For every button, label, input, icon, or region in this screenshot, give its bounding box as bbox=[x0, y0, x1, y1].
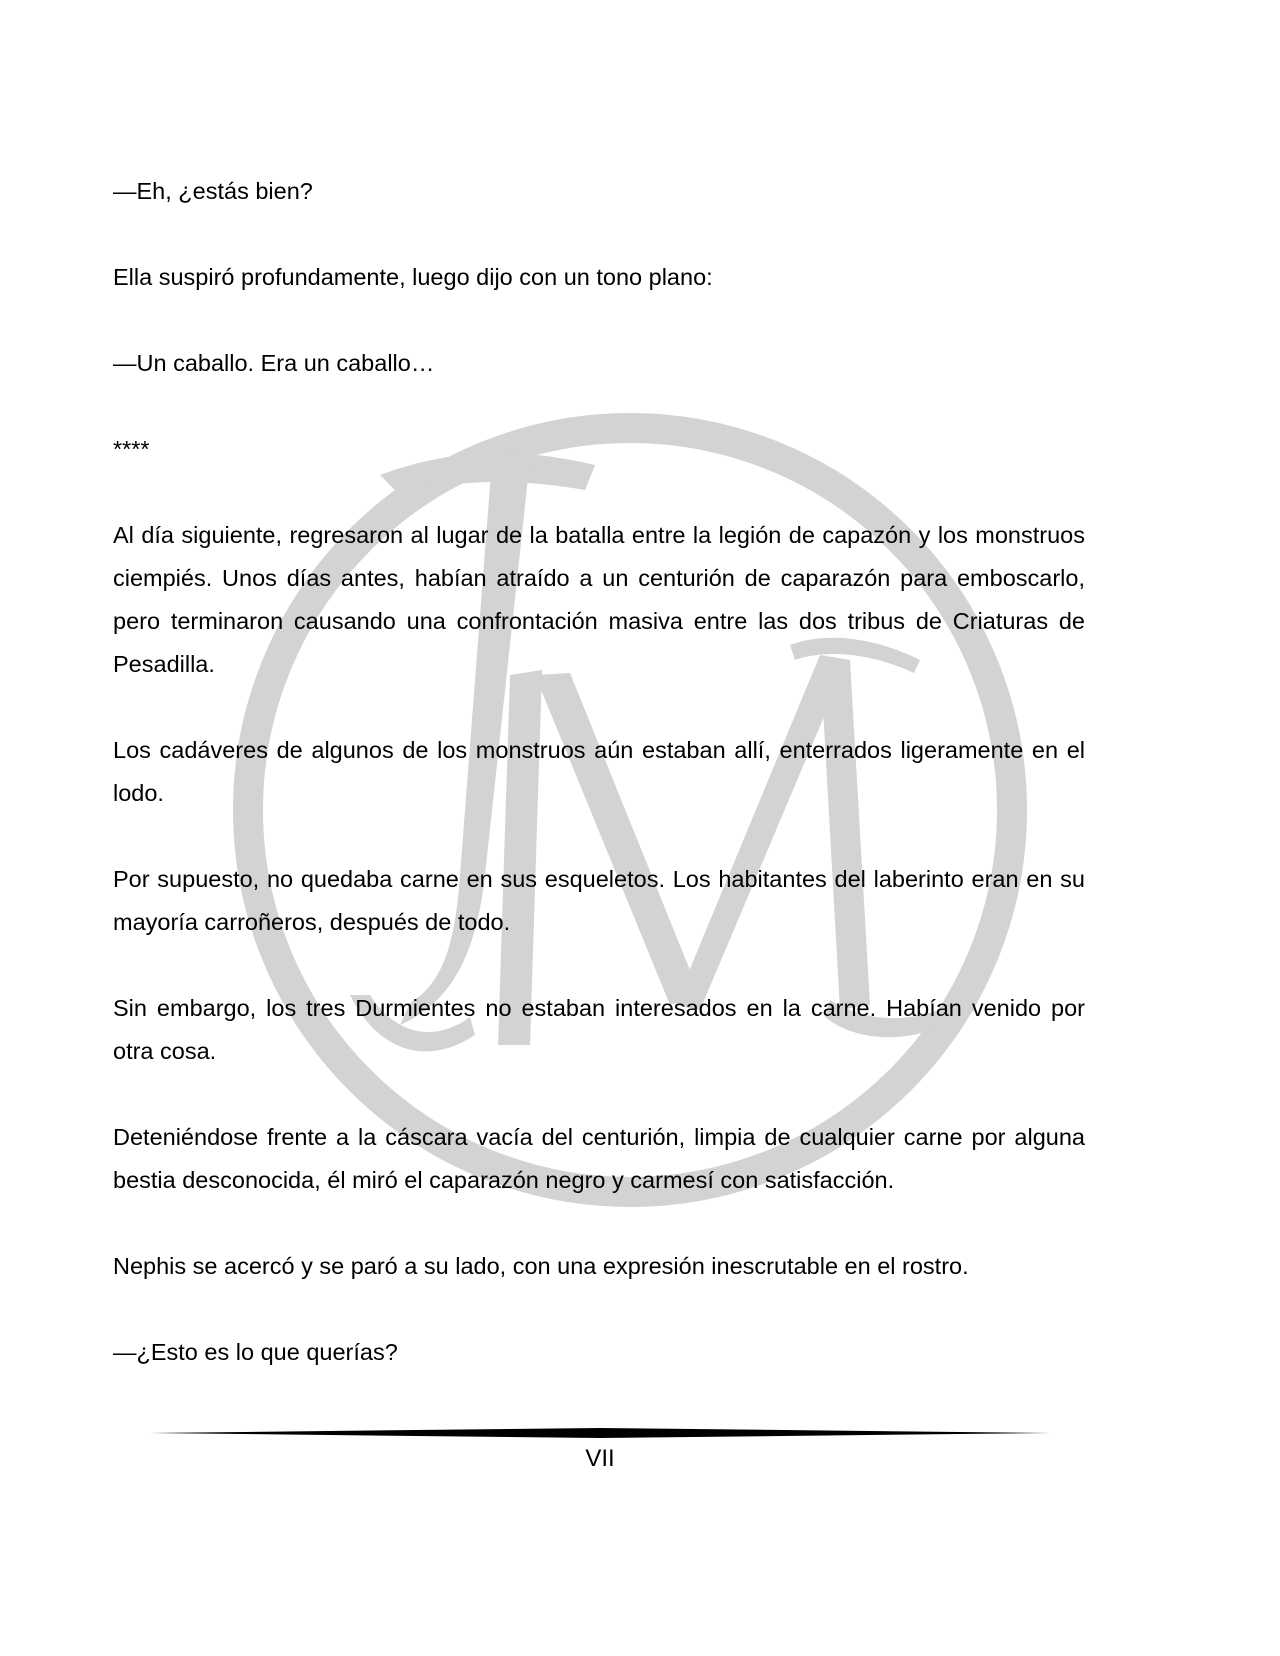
paragraph: —¿Esto es lo que querías? bbox=[113, 1339, 398, 1365]
paragraph: Nephis se acercó y se paró a su lado, con una expresión inescrutable en el rostro. bbox=[113, 1253, 969, 1279]
paragraph: Sin embargo, los tres Durmientes no estaban interesados en la carne. Habían venido por otra cosa. bbox=[113, 995, 1085, 1064]
paragraph: Los cadáveres de algunos de los monstruos aún estaban allí, enterrados ligeramente en el lodo. bbox=[113, 737, 1085, 806]
paragraph: Ella suspiró profundamente, luego dijo con un tono plano: bbox=[113, 264, 713, 290]
scene-break: **** bbox=[113, 436, 150, 462]
footer-divider bbox=[150, 1426, 1050, 1440]
paragraph: —Eh, ¿estás bien? bbox=[113, 178, 313, 204]
body-text bbox=[113, 170, 1085, 1417]
page-number: VII bbox=[585, 1445, 615, 1472]
paragraph: —Un caballo. Era un caballo… bbox=[113, 350, 435, 376]
paragraph: Al día siguiente, regresaron al lugar de la batalla entre la legión de capazón y los monstruos ciempiés. Unos días antes, habían atraído a un centurión de caparazón para emboscarlo, pero terminaron causando una confrontación masiva entre las dos tribus de Criaturas de Pesadilla. bbox=[113, 522, 1085, 677]
paragraph: Por supuesto, no quedaba carne en sus esqueletos. Los habitantes del laberinto eran en su mayoría carroñeros, después de todo. bbox=[113, 866, 1085, 935]
paragraph: Deteniéndose frente a la cáscara vacía del centurión, limpia de cualquier carne por alguna bestia desconocida, él miró el caparazón negro y carmesí con satisfacción. bbox=[113, 1124, 1085, 1193]
